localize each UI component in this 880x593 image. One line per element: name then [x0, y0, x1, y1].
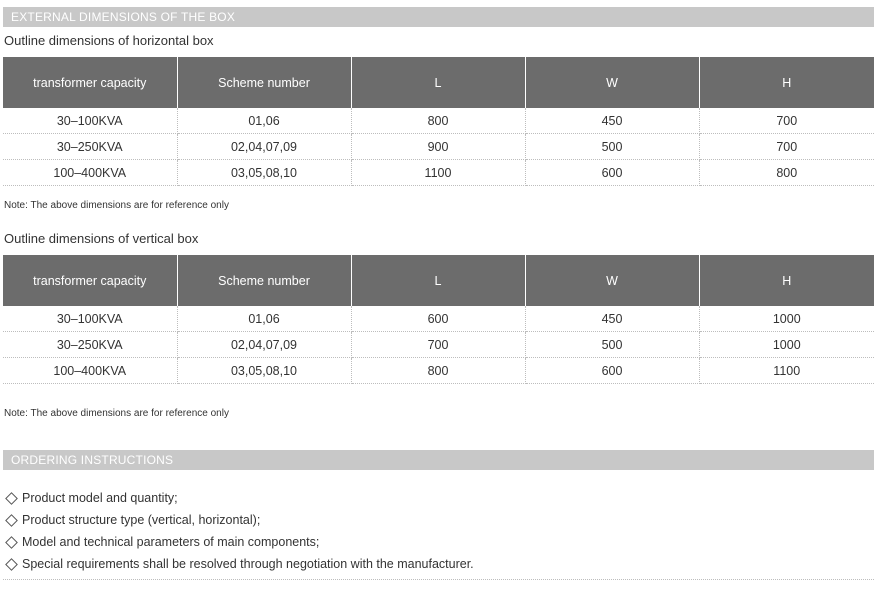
column-header-l: L: [351, 57, 525, 108]
cell-l: 800: [351, 358, 525, 384]
table-row: [3, 332, 874, 358]
section-header-ordering: ORDERING INSTRUCTIONS: [3, 450, 874, 470]
cell-h: 800: [699, 160, 874, 186]
cell-capacity: 30–100KVA: [3, 108, 177, 134]
vertical-box-table: [3, 255, 874, 384]
table-row: [3, 134, 874, 160]
table-header-row: [3, 255, 874, 306]
table-row: [3, 306, 874, 332]
cell-capacity: 30–250KVA: [3, 134, 177, 160]
cell-h: 1000: [699, 332, 874, 358]
list-item: [5, 532, 474, 554]
column-header-h: H: [699, 255, 874, 306]
list-item-text: Product model and quantity;: [22, 491, 178, 505]
cell-h: 700: [699, 134, 874, 160]
cell-scheme: 03,05,08,10: [177, 160, 351, 186]
cell-w: 600: [525, 160, 699, 186]
bottom-divider: [3, 579, 874, 580]
cell-l: 900: [351, 134, 525, 160]
diamond-outline-icon: [5, 492, 18, 505]
horizontal-box-note: Note: The above dimensions are for reference only: [4, 200, 229, 211]
column-header-l: L: [351, 255, 525, 306]
table-row: [3, 108, 874, 134]
column-header-h: H: [699, 57, 874, 108]
cell-scheme: 02,04,07,09: [177, 332, 351, 358]
list-item-text: Product structure type (vertical, horizontal);: [22, 513, 261, 527]
cell-h: 1100: [699, 358, 874, 384]
cell-w: 450: [525, 108, 699, 134]
column-header-scheme: Scheme number: [177, 57, 351, 108]
section-header-dimensions: EXTERNAL DIMENSIONS OF THE BOX: [3, 7, 874, 27]
table-header-row: [3, 57, 874, 108]
diamond-outline-icon: [5, 536, 18, 549]
cell-h: 1000: [699, 306, 874, 332]
list-item-text: Special requirements shall be resolved through negotiation with the manufacturer.: [22, 557, 474, 571]
table-row: [3, 358, 874, 384]
cell-w: 500: [525, 332, 699, 358]
cell-scheme: 03,05,08,10: [177, 358, 351, 384]
column-header-w: W: [525, 255, 699, 306]
cell-h: 700: [699, 108, 874, 134]
cell-l: 600: [351, 306, 525, 332]
list-item-text: Model and technical parameters of main components;: [22, 535, 320, 549]
cell-w: 450: [525, 306, 699, 332]
list-item: [5, 488, 474, 510]
list-item: [5, 554, 474, 576]
cell-scheme: 02,04,07,09: [177, 134, 351, 160]
diamond-outline-icon: [5, 514, 18, 527]
cell-w: 600: [525, 358, 699, 384]
cell-l: 800: [351, 108, 525, 134]
vertical-box-subtitle: Outline dimensions of vertical box: [4, 231, 199, 246]
table-row: [3, 160, 874, 186]
diamond-outline-icon: [5, 558, 18, 571]
ordering-instructions-list: [5, 488, 474, 576]
list-item: [5, 510, 474, 532]
cell-capacity: 30–100KVA: [3, 306, 177, 332]
cell-scheme: 01,06: [177, 108, 351, 134]
cell-capacity: 100–400KVA: [3, 358, 177, 384]
vertical-box-note: Note: The above dimensions are for reference only: [4, 408, 229, 419]
column-header-capacity: transformer capacity: [3, 255, 177, 306]
horizontal-box-table: [3, 57, 874, 186]
cell-capacity: 30–250KVA: [3, 332, 177, 358]
cell-w: 500: [525, 134, 699, 160]
cell-capacity: 100–400KVA: [3, 160, 177, 186]
column-header-capacity: transformer capacity: [3, 57, 177, 108]
column-header-scheme: Scheme number: [177, 255, 351, 306]
column-header-w: W: [525, 57, 699, 108]
cell-scheme: 01,06: [177, 306, 351, 332]
horizontal-box-subtitle: Outline dimensions of horizontal box: [4, 33, 214, 48]
cell-l: 1100: [351, 160, 525, 186]
cell-l: 700: [351, 332, 525, 358]
